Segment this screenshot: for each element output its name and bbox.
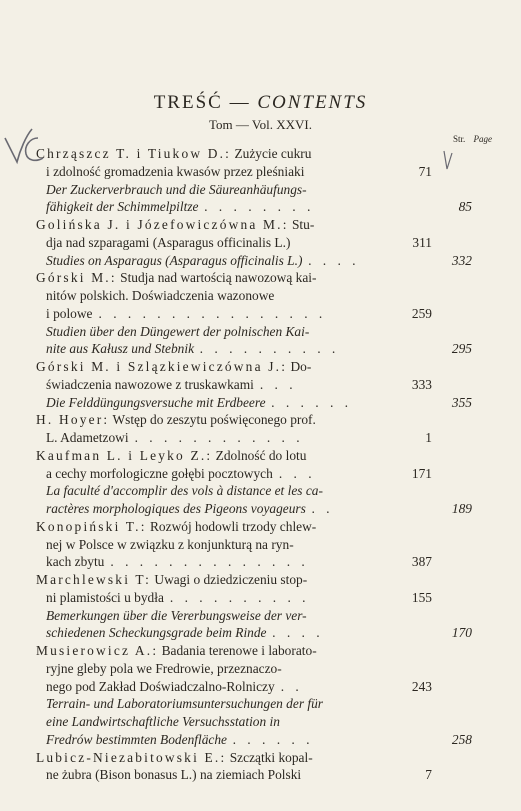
toc-line bbox=[36, 411, 441, 428]
toc-title-text: Zużycie cukru bbox=[231, 146, 312, 161]
toc-page-number: 7 bbox=[425, 767, 432, 783]
toc-title-text: Terrain- und Laboratoriumsuntersuchungen der für bbox=[46, 696, 324, 712]
toc-title-text: Studien über den Düngewert der polnischen Kai- bbox=[46, 323, 310, 339]
toc-title-text: Die Felddüngungsversuche mit Erdbeere bbox=[46, 394, 266, 410]
toc-title-text: Studies on Asparagus (Asparagus officinalis L.) bbox=[46, 252, 303, 268]
toc-title-text: nego pod Zakład Doświadczalno-Rolniczy bbox=[46, 678, 275, 694]
toc-title-text: Badania terenowe i laborato- bbox=[158, 643, 317, 658]
toc-title-text: i polowe bbox=[46, 305, 93, 321]
toc-line bbox=[36, 447, 441, 464]
toc-title-text: Fredrów bestimmten Bodenfläche bbox=[46, 731, 227, 747]
toc-line bbox=[46, 713, 441, 730]
toc-page-number: 295 bbox=[451, 341, 472, 357]
toc-title-text: Rozwój hodowli trzody chlew- bbox=[146, 518, 317, 534]
toc-line bbox=[46, 465, 441, 482]
toc-line bbox=[46, 660, 441, 677]
toc-page-number: 332 bbox=[451, 252, 472, 268]
toc-page-number: 71 bbox=[418, 163, 432, 179]
toc-author: Górski M. i Szlązkiewiczówna J.: bbox=[36, 359, 288, 374]
toc-line bbox=[36, 145, 441, 162]
toc-leader-dots: . . . . bbox=[308, 252, 360, 268]
toc-title-text: schiedenen Scheckungsgrade beim Rinde bbox=[46, 625, 267, 641]
column-header bbox=[453, 134, 492, 144]
toc-line bbox=[46, 234, 441, 251]
toc-leader-dots: . . . . . . . . . . . . bbox=[134, 430, 304, 445]
toc-line bbox=[46, 536, 441, 553]
toc-title-text: a cechy morfologiczne gołębi pocztowych bbox=[46, 465, 273, 481]
toc-page-number: 311 bbox=[412, 234, 432, 250]
toc-line bbox=[46, 695, 441, 712]
toc-title-text: Szczątki kopal- bbox=[226, 749, 313, 765]
toc-page-number: 387 bbox=[411, 554, 432, 570]
toc-leader-dots: . . . . . . . . . . . . . . . . bbox=[98, 305, 327, 321]
toc-title-text: La faculté d'accomplir des vols à distance et les ca- bbox=[46, 483, 323, 499]
toc-title-text: Wstęp do zeszytu poświęconego prof. bbox=[109, 412, 316, 428]
toc-author: Kaufman L. i Leyko Z.: bbox=[36, 447, 213, 463]
toc-title-text: Zdolność do lotu bbox=[212, 447, 307, 463]
toc-title-text: ractères morphologiques des Pigeons voyageurs bbox=[46, 501, 306, 516]
toc-line bbox=[36, 749, 441, 766]
toc-page-number: 258 bbox=[451, 731, 472, 747]
toc-line bbox=[46, 181, 441, 198]
toc-author: Marchlewski T: bbox=[36, 572, 152, 587]
toc-line bbox=[46, 429, 441, 446]
toc-title-text: eine Landwirtschaftliche Versuchsstation in bbox=[46, 714, 280, 729]
toc-title-text: fähigkeit der Schimmelpiltze bbox=[46, 199, 199, 215]
page-title bbox=[0, 92, 521, 114]
toc-title-text: Studja nad wartością nawozową kai- bbox=[116, 270, 317, 286]
toc-leader-dots: . . . bbox=[259, 376, 297, 392]
toc-page-number: 259 bbox=[411, 305, 432, 321]
toc-line bbox=[46, 500, 441, 517]
toc-line bbox=[46, 340, 441, 357]
toc-line bbox=[36, 269, 441, 286]
toc-title-text: Der Zuckerverbrauch und die Säureanhäufungs- bbox=[46, 181, 307, 197]
toc-leader-dots: . . . . . . . . . . . . . . bbox=[110, 554, 309, 570]
toc-line bbox=[46, 305, 441, 322]
toc-title-text: Stu- bbox=[288, 217, 315, 232]
toc-line bbox=[46, 482, 441, 499]
toc-line bbox=[46, 252, 441, 269]
toc-page-number: 243 bbox=[411, 678, 432, 694]
volume-label: Tom — Vol. XXVI. bbox=[209, 117, 312, 132]
toc-title-text: świadczenia nawozowe z truskawkami bbox=[46, 376, 254, 392]
toc-page-number: 189 bbox=[451, 501, 472, 516]
toc-author: Lubicz-Niezabitowski E.: bbox=[36, 749, 227, 765]
toc-leader-dots: . . . . . . . . . . bbox=[169, 589, 310, 605]
toc-line bbox=[46, 323, 441, 340]
toc-leader-dots: . . . . . . . . . . bbox=[200, 341, 340, 357]
toc-page-number: 155 bbox=[411, 589, 432, 605]
toc-title-text: nitów polskich. Doświadczenia wazonowe bbox=[46, 288, 275, 303]
toc-line bbox=[46, 678, 441, 695]
toc-leader-dots: . . . . bbox=[272, 625, 324, 641]
toc-page-number: 171 bbox=[411, 465, 432, 481]
toc-title-text: ne żubra (Bison bonasus L.) na ziemiach Polski bbox=[46, 767, 302, 783]
toc-page-number: 1 bbox=[425, 430, 432, 445]
toc-line bbox=[46, 589, 441, 606]
toc-title-text: kach zbytu bbox=[46, 554, 105, 570]
col-str-label: Str. bbox=[453, 134, 466, 144]
toc-title-text: ryjne gleby pola we Fredrowie, przeznaczo- bbox=[46, 660, 282, 676]
toc-line bbox=[46, 376, 441, 393]
toc-page-number: 170 bbox=[451, 625, 472, 641]
toc-leader-dots: . . . bbox=[278, 465, 316, 481]
title-polish: TREŚĆ bbox=[153, 92, 223, 113]
toc-title-text: nite aus Kałusz und Stebnik bbox=[46, 341, 195, 357]
toc-line bbox=[46, 766, 441, 783]
toc-line bbox=[36, 216, 441, 233]
toc-leader-dots: . . . . . . bbox=[232, 731, 314, 747]
toc-line bbox=[46, 607, 441, 624]
toc-title-text: ni plamistości u bydła bbox=[46, 589, 164, 605]
toc-line bbox=[46, 163, 441, 180]
toc-line bbox=[46, 287, 441, 304]
toc-line bbox=[46, 624, 441, 641]
toc-title-text: i zdolność gromadzenia kwasów przez pleśniaki bbox=[46, 163, 305, 179]
toc-author: Golińska J. i Józefowiczówna M.: bbox=[36, 217, 289, 232]
margin-pencil-mark-icon bbox=[442, 149, 454, 171]
toc-title-text: Bemerkungen über die Vererbungsweise der ver- bbox=[46, 607, 307, 623]
toc-line bbox=[46, 553, 441, 570]
toc-line bbox=[36, 358, 441, 375]
toc-title-text: Do- bbox=[287, 359, 312, 374]
toc-page-number: 355 bbox=[451, 394, 472, 410]
toc-leader-dots: . . . . . . . . bbox=[204, 199, 315, 215]
title-dash: — bbox=[229, 92, 251, 113]
toc-leader-dots: . . bbox=[280, 678, 303, 694]
toc-page-number: 333 bbox=[411, 376, 432, 392]
toc-title-text: nej w Polsce w związku z konjunkturą na ryn- bbox=[46, 536, 294, 552]
toc-title-text: dja nad szparagami (Asparagus officinalis L.) bbox=[46, 234, 291, 250]
toc-line bbox=[36, 571, 441, 588]
toc-author: Chrząszcz T. i Tiukow D.: bbox=[36, 146, 232, 161]
col-page-label: Page bbox=[473, 134, 493, 144]
toc-line bbox=[36, 518, 441, 535]
toc-line bbox=[46, 731, 441, 748]
toc-page-number: 85 bbox=[458, 199, 472, 215]
toc-line bbox=[36, 642, 441, 659]
toc-line bbox=[46, 198, 441, 215]
toc-line bbox=[46, 394, 441, 411]
toc-title-text: Uwagi o dziedziczeniu stop- bbox=[151, 572, 308, 587]
toc-leader-dots: . . bbox=[311, 501, 334, 516]
toc-leader-dots: . . . . . . bbox=[271, 394, 353, 410]
toc-author: Górski M.: bbox=[36, 270, 117, 286]
toc-author: Musierowicz A.: bbox=[36, 643, 159, 658]
title-english: CONTENTS bbox=[257, 92, 368, 113]
toc-author: H. Hoyer: bbox=[36, 412, 110, 428]
toc-title-text: L. Adametzowi bbox=[46, 430, 129, 445]
toc-author: Konopiński T.: bbox=[36, 518, 147, 534]
